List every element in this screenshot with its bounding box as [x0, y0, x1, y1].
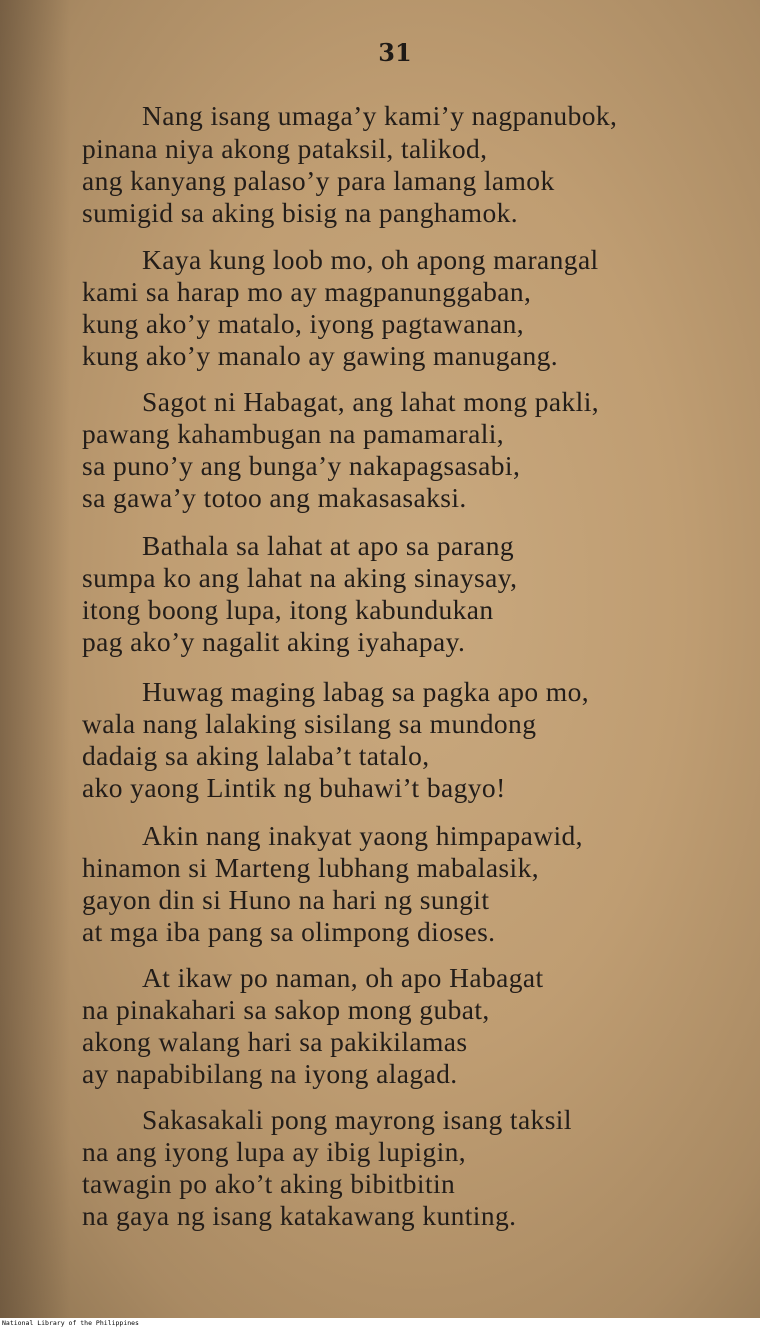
verse-line: Huwag maging labag sa pagka apo mo, [142, 676, 590, 707]
verse-line: Kaya kung loob mo, oh apong marangal [142, 244, 599, 275]
library-credit: National Library of the Philippines [2, 1319, 139, 1327]
verse-line: pawang kahambugan na pamamarali, [82, 418, 505, 449]
verse-line: na gaya ng isang katakawang kunting. [82, 1200, 517, 1231]
verse-line: ako yaong Lintik ng buhawi’t bagyo! [82, 772, 506, 803]
verse-line: kung ako’y manalo ay gawing manugang. [82, 340, 559, 371]
verse-line: kami sa harap mo ay magpanunggaban, [82, 276, 532, 307]
verse-line: hinamon si Marteng lubhang mabalasik, [82, 852, 540, 883]
verse-line: wala nang lalaking sisilang sa mundong [82, 708, 537, 739]
verse-line: sumigid sa aking bisig na panghamok. [82, 197, 519, 228]
verse-line: at mga iba pang sa olimpong dioses. [82, 916, 496, 947]
verse-line: pag ako’y nagalit aking iyahapay. [82, 626, 466, 657]
verse-line: itong boong lupa, itong kabundukan [82, 594, 494, 625]
verse-line: akong walang hari sa pakikilamas [82, 1026, 468, 1057]
verse-line: Akin nang inakyat yaong himpapawid, [142, 820, 583, 851]
verse-line: At ikaw po naman, oh apo Habagat [142, 962, 544, 993]
verse-line: ay napabibilang na iyong alagad. [82, 1058, 458, 1089]
verse-line: pinana niya akong pataksil, talikod, [82, 133, 488, 164]
verse-line: Sakasakali pong mayrong isang taksil [142, 1104, 572, 1135]
verse-line: gayon din si Huno na hari ng sungit [82, 884, 490, 915]
verse-line: kung ako’y matalo, iyong pagtawanan, [82, 308, 525, 339]
verse-line: sa gawa’y totoo ang makasasaksi. [82, 482, 467, 513]
verse-line: sa puno’y ang bunga’y nakapagsasabi, [82, 450, 521, 481]
verse-line: Bathala sa lahat at apo sa parang [142, 530, 515, 561]
verse-line: Sagot ni Habagat, ang lahat mong pakli, [142, 386, 600, 417]
verse-line: sumpa ko ang lahat na aking sinaysay, [82, 562, 518, 593]
verse-line: na ang iyong lupa ay ibig lupigin, [82, 1136, 467, 1167]
verse-line: tawagin po ako’t aking bibitbitin [82, 1168, 456, 1199]
verse-line: dadaig sa aking lalaba’t tatalo, [82, 740, 430, 771]
verse-line: Nang isang umaga’y kami’y nagpanubok, [142, 100, 618, 131]
verse-line: na pinakahari sa sakop mong gubat, [82, 994, 490, 1025]
page-number: 31 [378, 38, 412, 67]
verse-line: ang kanyang palaso’y para lamang lamok [82, 165, 555, 196]
